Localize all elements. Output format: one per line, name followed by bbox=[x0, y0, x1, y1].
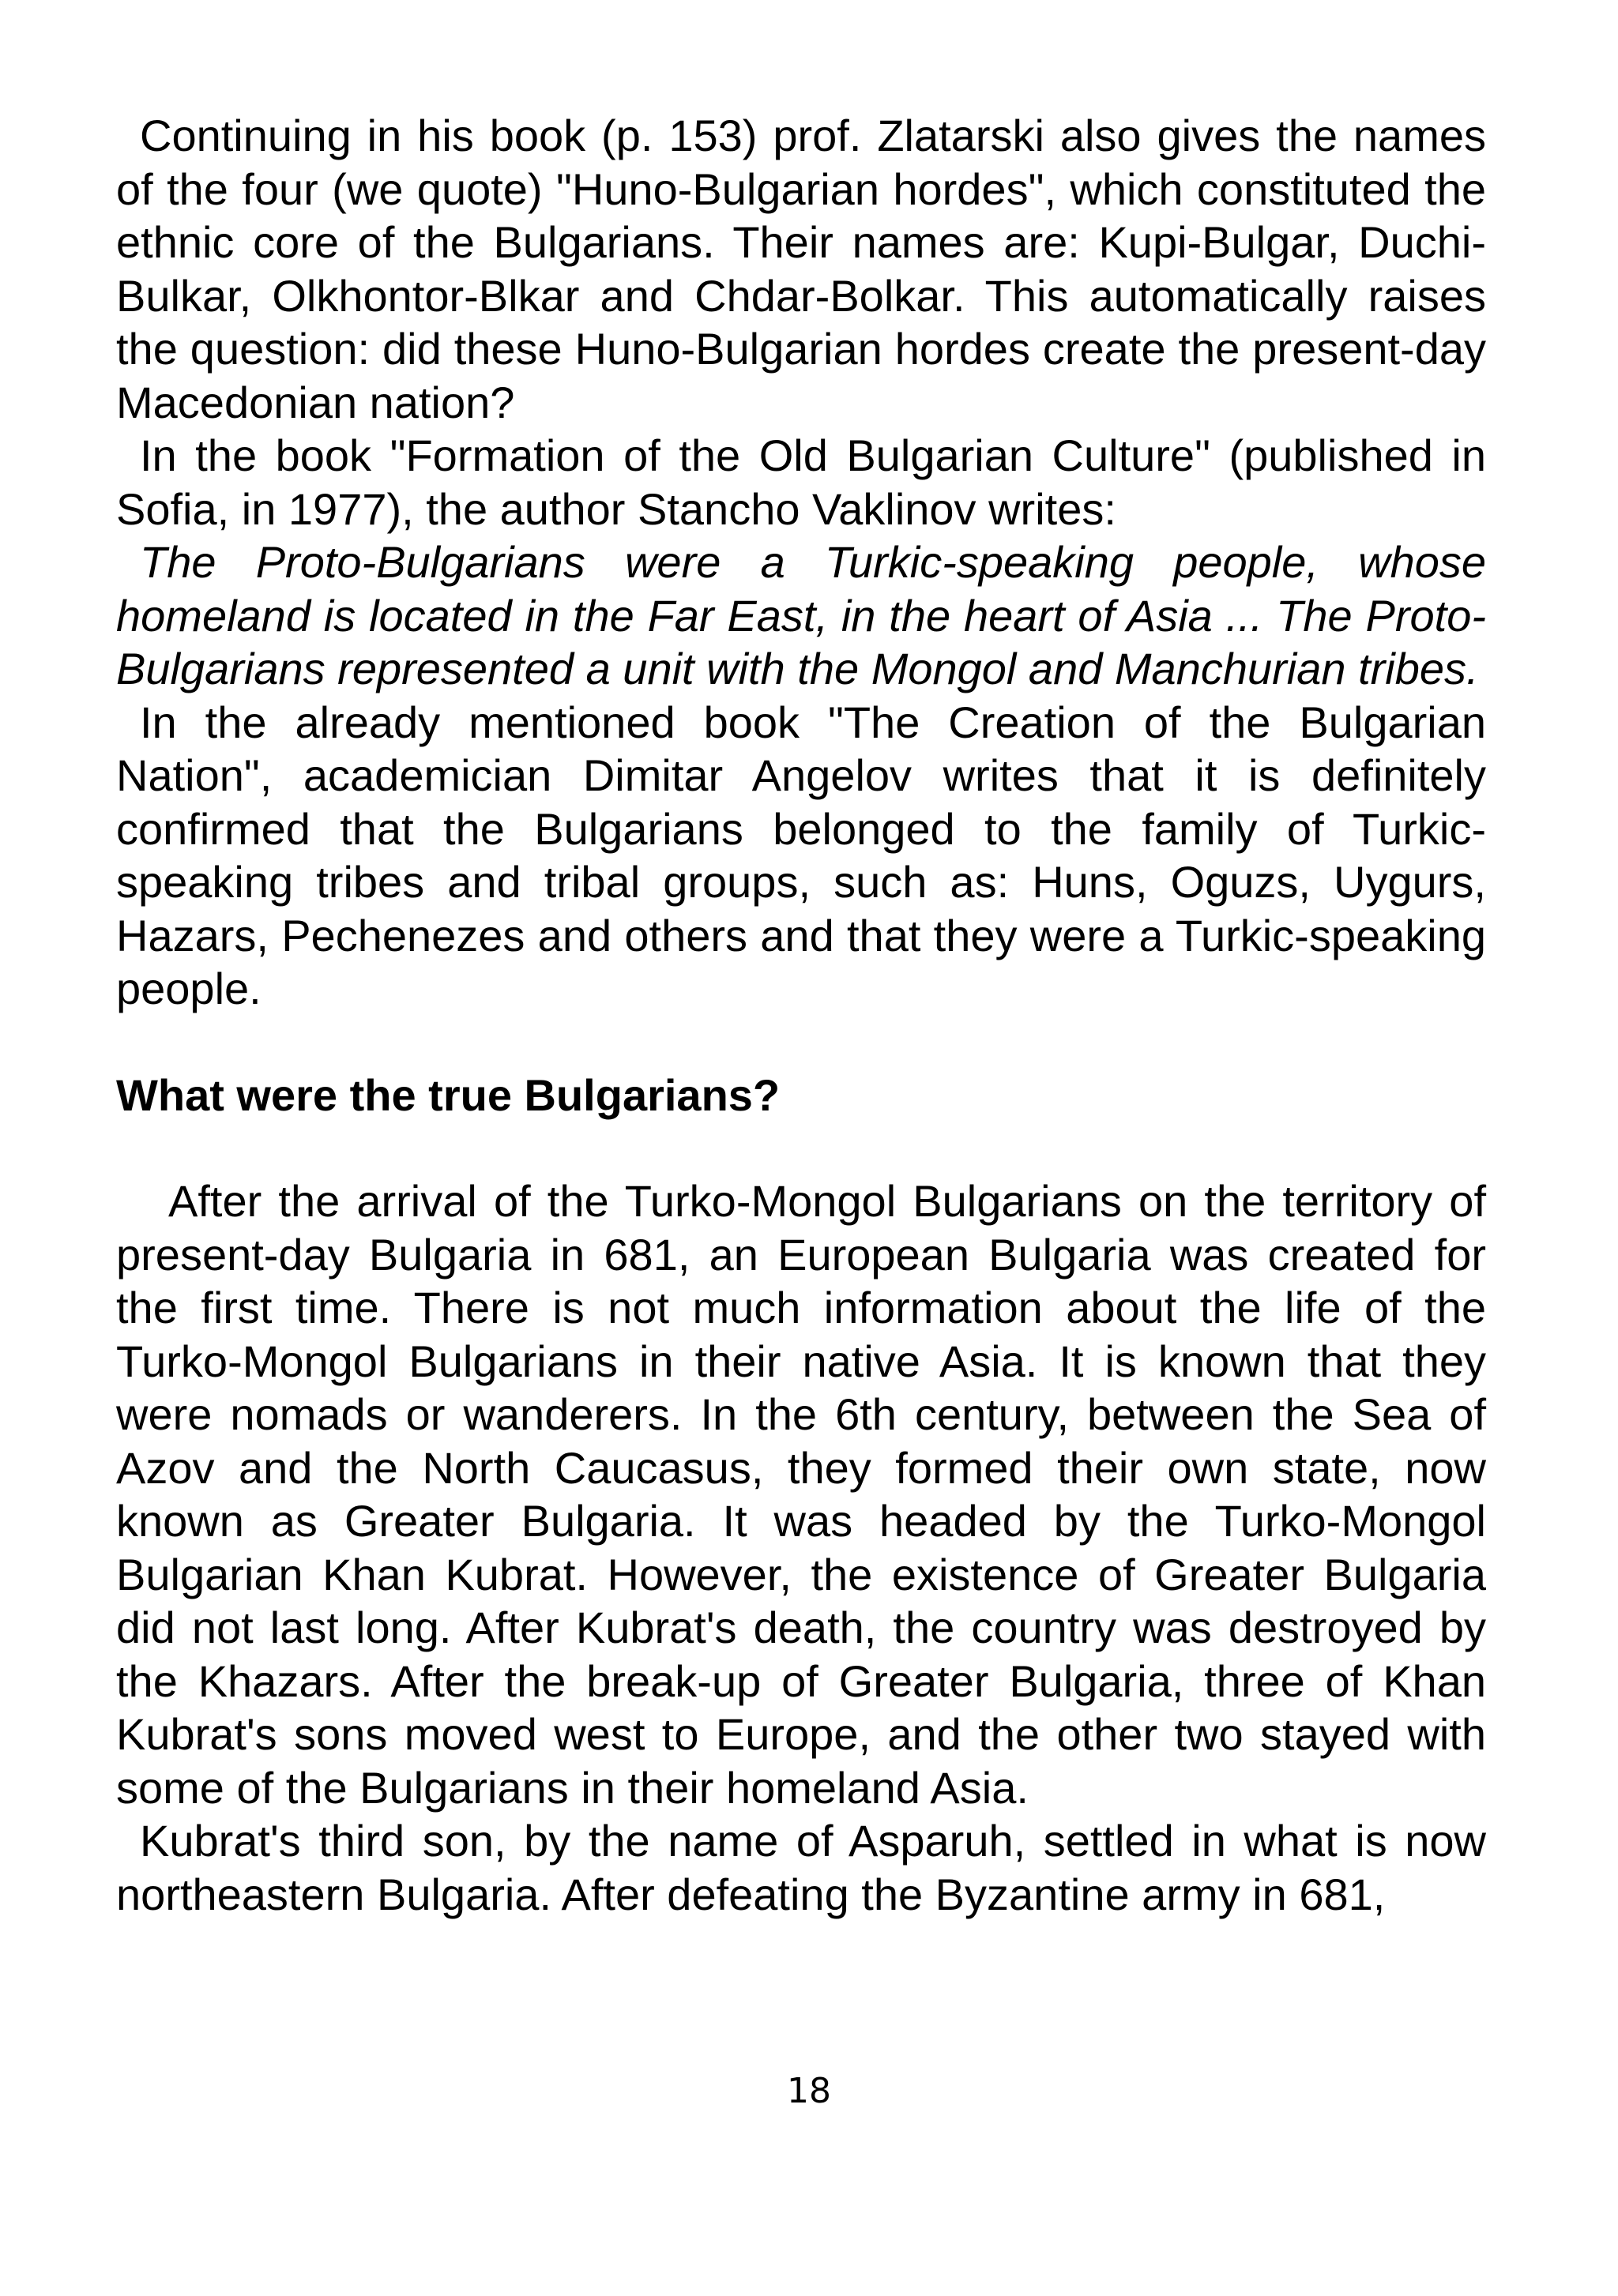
page-number: 18 bbox=[787, 2071, 831, 2111]
paragraph-vaklinov-intro: In the book "Formation of the Old Bulgarian Culture" (published in Sofia, in 1977), the author Stancho Vaklinov writes: bbox=[116, 430, 1486, 534]
quote-proto-bulgarians: The Proto-Bulgarians were a Turkic-speaking people, whose homeland is located in the Far East, in the heart of Asia ... The Proto-Bulgarians represented a unit with the Mongol and Manchurian tribes. bbox=[116, 537, 1486, 693]
paragraph-arrival: After the arrival of the Turko-Mongol Bulgarians on the territory of present-day Bulgaria in 681, an European Bulgaria was created for the first time. There is not much information about the life of the Turko-Mongol Bulgarians in their native Asia. It is known that they were nomads or wanderers. In the 6th century, between the Sea of Azov and the North Caucasus, they formed their own state, now known as Greater Bulgaria. It was headed by the Turko-Mongol Bulgarian Khan Kubrat. However, the existence of Greater Bulgaria did not last long. After Kubrat's death, the country was destroyed by the Khazars. After the break-up of Greater Bulgaria, three of Khan Kubrat's sons moved west to Europe, and the other two stayed with some of the Bulgarians in their homeland Asia. bbox=[116, 1176, 1486, 1813]
section-heading: What were the true Bulgarians? bbox=[116, 1069, 781, 1120]
document-page bbox=[116, 109, 1486, 1921]
paragraph-zlatarski: Continuing in his book (p. 153) prof. Zlatarski also gives the names of the four (we quote) "Huno-Bulgarian hordes", which constituted the ethnic core of the Bulgarians. Their names are: Kupi-Bulgar, Duchi-Bulkar, Olkhontor-Blkar and Chdar-Bolkar. This automatically raises the question: did these Huno-Bulgarian hordes create the present-day Macedonian nation? bbox=[116, 111, 1486, 427]
paragraph-angelov: In the already mentioned book "The Creation of the Bulgarian Nation", academician Dimitar Angelov writes that it is definitely confirmed that the Bulgarians belonged to the family of Turkic-speaking tribes and tribal groups, such as: Huns, Oguzs, Uygurs, Hazars, Pechenezes and others and that they were a Turkic-speaking people. bbox=[116, 697, 1486, 1013]
paragraph-asparuh: Kubrat's third son, by the name of Asparuh, settled in what is now northeastern Bulgaria. After defeating the Byzantine army in 681, bbox=[116, 1816, 1486, 1919]
section-spacer bbox=[116, 1122, 1486, 1174]
